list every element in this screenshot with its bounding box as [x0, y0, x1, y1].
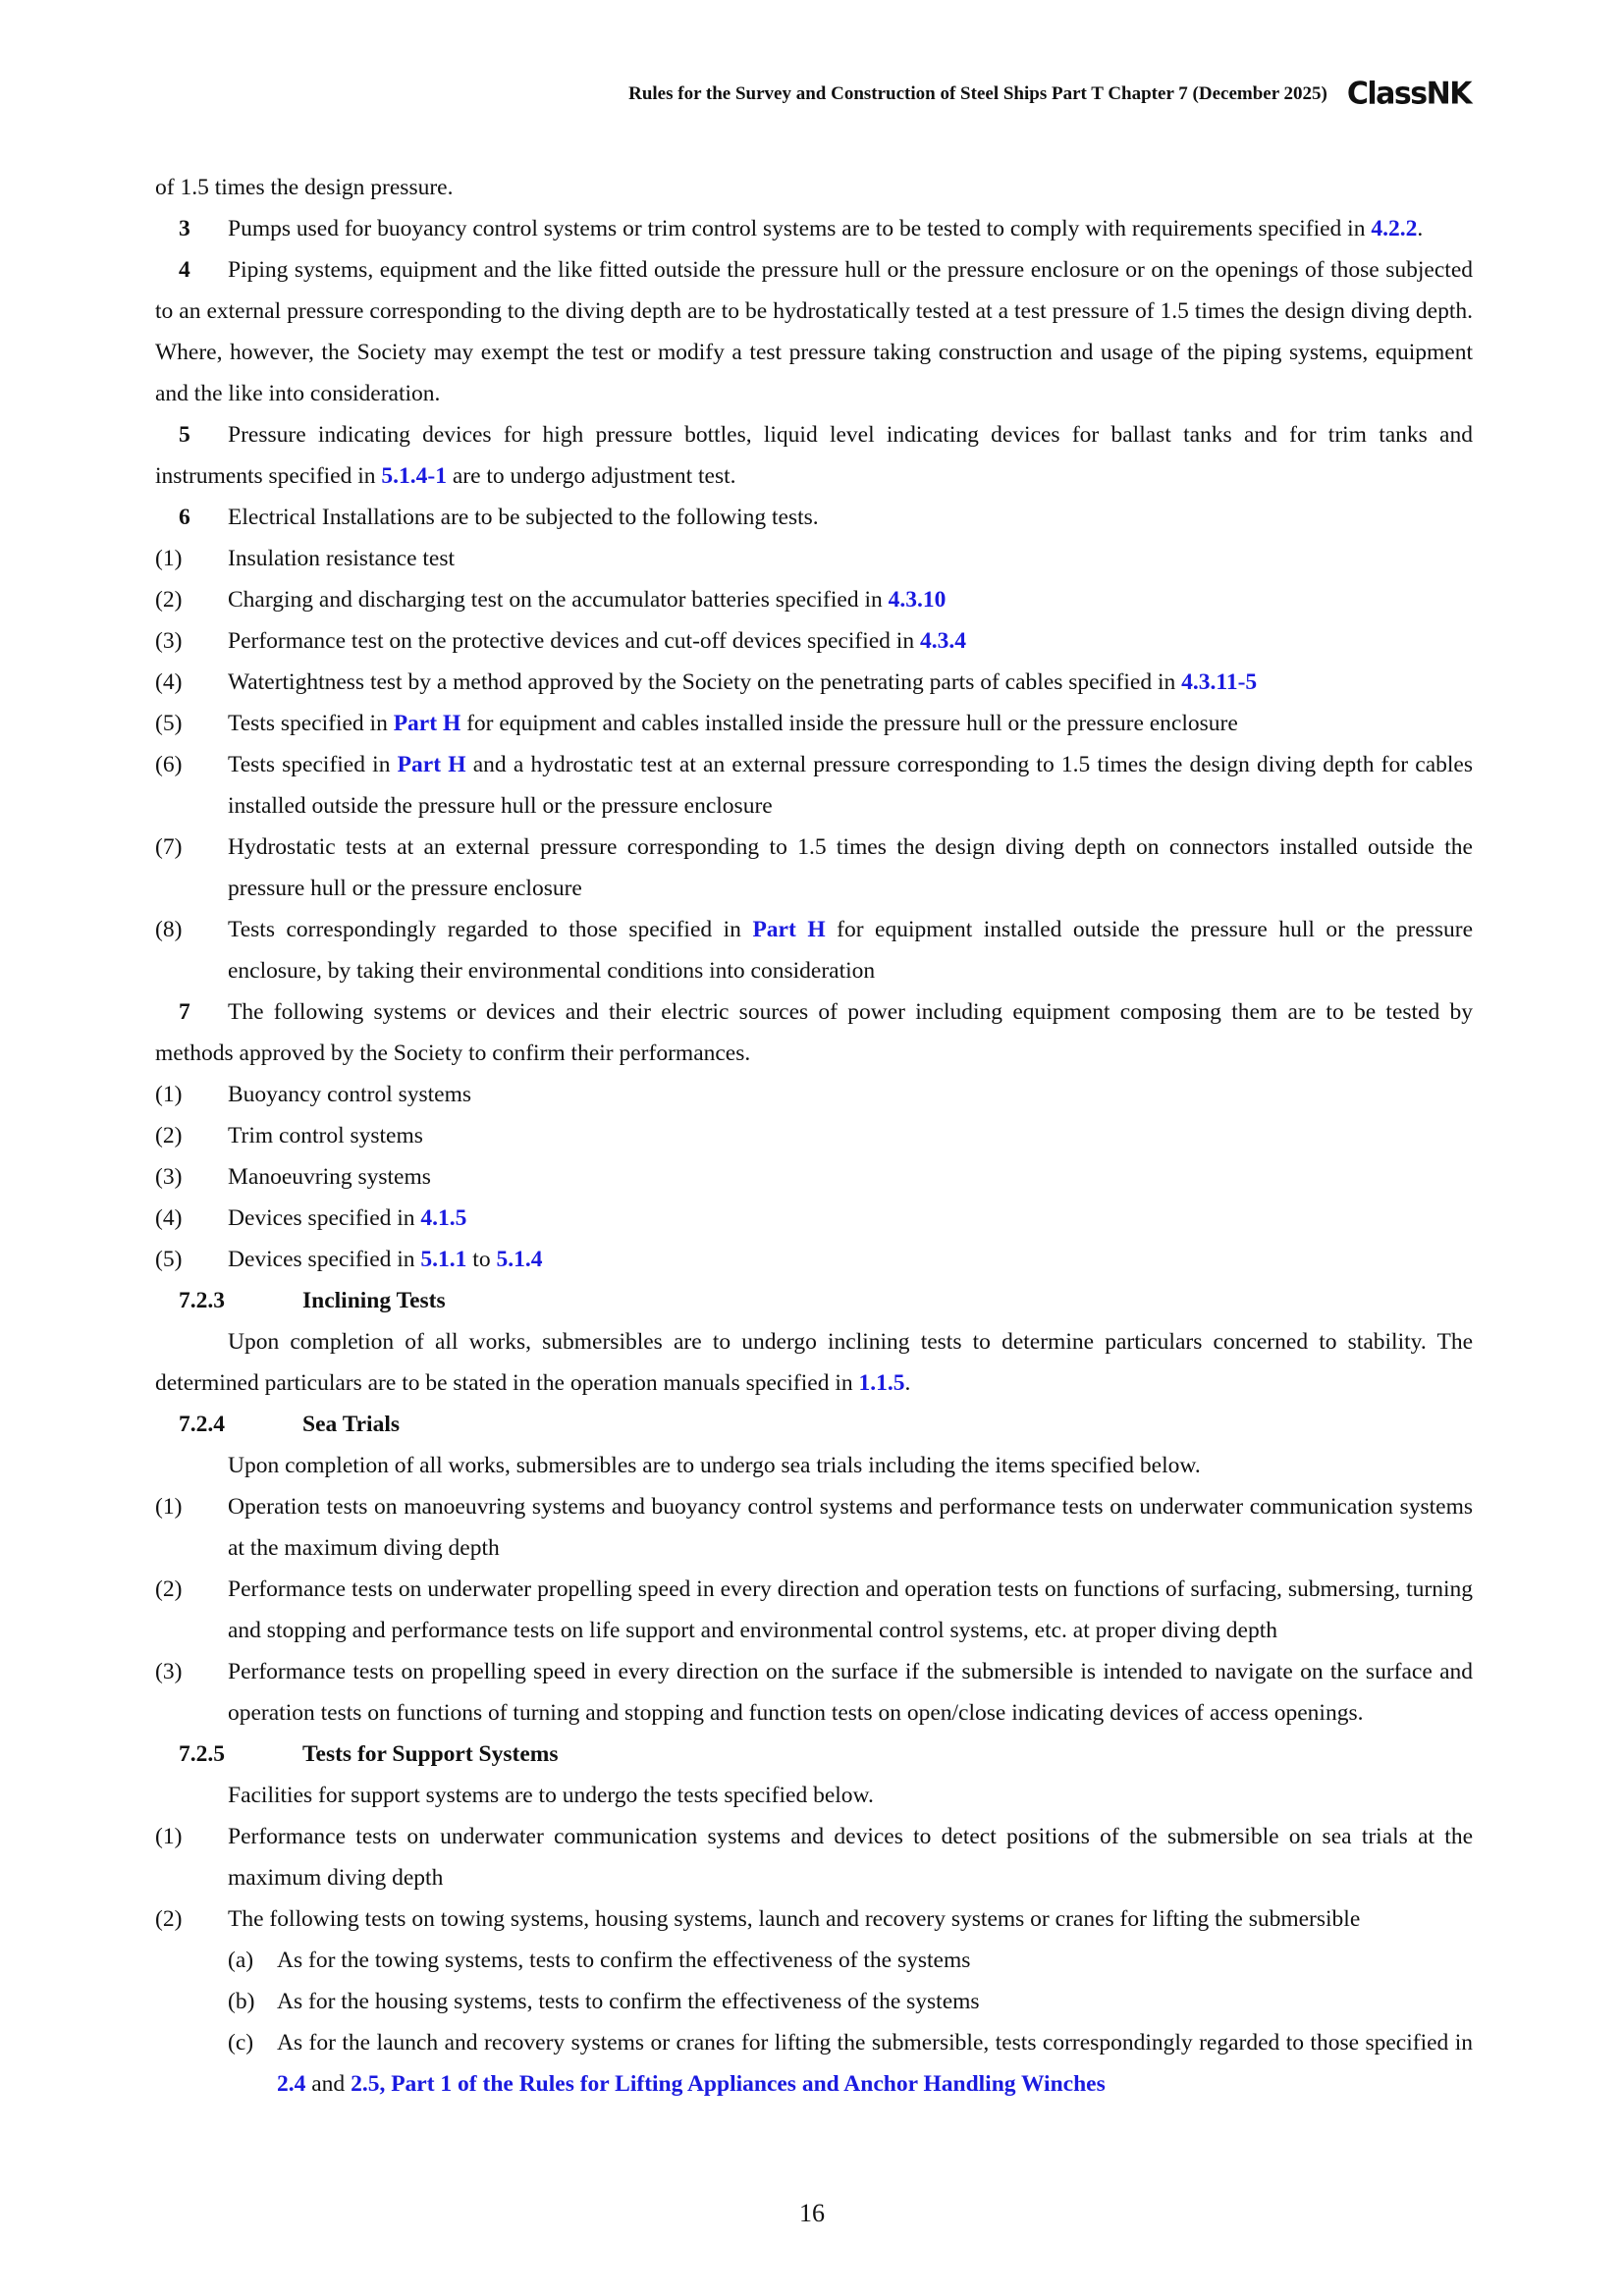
list-marker: (1)	[155, 1494, 183, 1520]
sub-list-marker: (c)	[228, 2030, 254, 2056]
list-marker: (4)	[155, 1205, 183, 1231]
section-text: Facilities for support systems are to undergo the tests specified below.	[228, 1783, 874, 1808]
section-title: Inclining Tests	[302, 1288, 446, 1313]
ref-link-5-1-1[interactable]: 5.1.1	[420, 1247, 467, 1272]
item-mid: to	[466, 1247, 497, 1272]
paragraph-number: 5	[179, 422, 190, 448]
paragraph-5	[155, 414, 1473, 497]
list-item-text: Performance tests on underwater propelling speed in every direction and operation tests on functions of surfacing, submersing, turning and stopping and performance tests on life support and environmental control systems, etc. at proper diving depth	[228, 1576, 1473, 1643]
ref-link-5-1-4[interactable]: 5.1.4	[496, 1247, 543, 1272]
list-item	[155, 1198, 1473, 1239]
list-item	[155, 1074, 1473, 1115]
section-text: Upon completion of all works, submersibles are to undergo sea trials including the items specified below.	[228, 1453, 1201, 1478]
paragraph-number: 7	[179, 999, 190, 1025]
ref-link-4-3-10[interactable]: 4.3.10	[888, 587, 947, 613]
paragraph-tail: .	[1417, 216, 1424, 241]
item-tail: and a hydrostatic test at an external pressure corresponding to 1.5 times the design diving depth for cables installed outside the pressure hull or the pressure enclosure	[228, 752, 1473, 819]
list-marker: (3)	[155, 1659, 183, 1684]
item-text: Charging and discharging test on the accumulator batteries specified in	[228, 587, 889, 613]
paragraph-4	[155, 249, 1473, 414]
item-text: Tests specified in	[228, 711, 394, 736]
item-text: Hydrostatic tests at an external pressure corresponding to 1.5 times the design diving depth on connectors installed outside the pressure hull or the pressure enclosure	[228, 834, 1473, 901]
item-text: Insulation resistance test	[228, 546, 456, 571]
list-item	[155, 1816, 1473, 1898]
list-item-text: Performance tests on propelling speed in every direction on the surface if the submersible is intended to navigate on the surface and operation tests on functions of turning and stopping and function tests on open/close indicating devices of access openings.	[228, 1659, 1473, 1726]
ref-link-4-3-11-5[interactable]: 4.3.11-5	[1181, 669, 1258, 695]
list-marker: (5)	[155, 711, 183, 736]
list-item	[155, 744, 1473, 827]
list-marker: (1)	[155, 1082, 183, 1107]
paragraph-text: Pumps used for buoyancy control systems or trim control systems are to be tested to comply with requirements specified in	[228, 216, 1372, 241]
list-item-text	[228, 703, 1473, 744]
section-heading-7-2-5	[155, 1734, 1473, 1775]
list-marker: (2)	[155, 1123, 183, 1148]
list-marker: (2)	[155, 587, 183, 613]
list-item-text	[228, 827, 1473, 909]
section-text	[155, 1321, 1473, 1404]
list-item-text	[228, 1156, 1473, 1198]
paragraph-text: Pressure indicating devices for high pressure bottles, liquid level indicating devices for ballast tanks and for trim tanks and instruments specified in	[155, 422, 1473, 489]
paragraph-text: The following systems or devices and their electric sources of power including equipment composing them are to be tested by methods approved by the Society to confirm their performances.	[155, 999, 1473, 1066]
list-item	[155, 662, 1473, 703]
list-marker: (3)	[155, 1164, 183, 1190]
list-marker: (2)	[155, 1906, 183, 1932]
item-mid: and	[305, 2071, 352, 2097]
paragraph-tail: are to undergo adjustment test.	[446, 463, 736, 489]
list-item-text	[228, 1239, 1473, 1280]
paragraph-3	[155, 208, 1473, 249]
ref-link-lifting-appliances-rules[interactable]: 2.5, Part 1 of the Rules for Lifting Appliances and Anchor Handling Winches	[351, 2071, 1106, 2097]
item-text: Performance test on the protective devices and cut-off devices specified in	[228, 628, 920, 654]
list-item-text	[228, 909, 1473, 991]
section-heading-7-2-3	[155, 1280, 1473, 1321]
list-marker: (1)	[155, 1824, 183, 1849]
list-item-text	[228, 744, 1473, 827]
classnk-logo: ClassNK	[1346, 76, 1471, 112]
list-marker: (1)	[155, 546, 183, 571]
ref-link-part-h[interactable]: Part H	[393, 711, 461, 736]
page-number: 16	[799, 2199, 825, 2227]
list-item-text	[228, 1074, 1473, 1115]
item-text: Devices specified in	[228, 1205, 421, 1231]
section-number: 7.2.4	[179, 1412, 225, 1437]
list-item	[155, 827, 1473, 909]
sub-list-item	[155, 1940, 1473, 1981]
list-item-text	[228, 579, 1473, 620]
ref-link-4-2-2[interactable]: 4.2.2	[1371, 216, 1418, 241]
ref-link-2-4[interactable]: 2.4	[277, 2071, 306, 2097]
list-item	[155, 579, 1473, 620]
section-heading-7-2-4	[155, 1404, 1473, 1445]
item-text: As for the launch and recovery systems or cranes for lifting the submersible, tests correspondingly regarded to those specified in	[277, 2030, 1473, 2056]
list-item	[155, 1115, 1473, 1156]
list-marker: (3)	[155, 628, 183, 654]
item-text: Watertightness test by a method approved by the Society on the penetrating parts of cables specified in	[228, 669, 1182, 695]
list-item	[155, 1156, 1473, 1198]
list-marker: (4)	[155, 669, 183, 695]
list-item-text: Performance tests on underwater communication systems and devices to detect positions of the submersible on sea trials at the maximum diving depth	[228, 1824, 1473, 1891]
sub-list-item-text: As for the housing systems, tests to confirm the effectiveness of the systems	[277, 1989, 980, 2014]
item-text: Manoeuvring systems	[228, 1164, 431, 1190]
paragraph-number: 6	[179, 505, 190, 530]
ref-link-1-1-5[interactable]: 1.1.5	[858, 1370, 905, 1396]
section-title: Tests for Support Systems	[302, 1741, 559, 1767]
list-marker: (7)	[155, 834, 183, 860]
paragraph-continuation: of 1.5 times the design pressure.	[155, 175, 454, 200]
sub-list-marker: (b)	[228, 1989, 255, 2014]
sub-list-item-text: As for the towing systems, tests to confirm the effectiveness of the systems	[277, 1948, 971, 1973]
list-item	[155, 620, 1473, 662]
list-item-text	[228, 1115, 1473, 1156]
list-marker: (8)	[155, 917, 183, 942]
list-item-text	[228, 662, 1473, 703]
sub-list-marker: (a)	[228, 1948, 254, 1973]
list-marker: (5)	[155, 1247, 183, 1272]
item-text: Devices specified in	[228, 1247, 421, 1272]
ref-link-part-h[interactable]: Part H	[752, 917, 826, 942]
sub-list-item-text	[277, 2022, 1473, 2105]
sub-list-item	[155, 1981, 1473, 2022]
list-item	[155, 1486, 1473, 1569]
paragraph-6	[155, 497, 1473, 538]
list-item	[155, 1239, 1473, 1280]
ref-link-4-3-4[interactable]: 4.3.4	[919, 628, 966, 654]
paragraph-text: Electrical Installations are to be subjected to the following tests.	[228, 505, 819, 530]
paragraph-text: Upon completion of all works, submersibles are to undergo inclining tests to determine particulars concerned to stability. The determined particulars are to be stated in the operation manuals specified in	[155, 1329, 1473, 1396]
item-text: Buoyancy control systems	[228, 1082, 472, 1107]
header-title: Rules for the Survey and Construction of Steel Ships Part T Chapter 7 (December 2025)	[628, 82, 1327, 104]
sub-list-item	[155, 2022, 1473, 2105]
ref-link-4-1-5[interactable]: 4.1.5	[420, 1205, 467, 1231]
paragraph-7	[155, 991, 1473, 1074]
list-item	[155, 538, 1473, 579]
list-item-text	[228, 1198, 1473, 1239]
paragraph-text: Piping systems, equipment and the like fitted outside the pressure hull or the pressure enclosure or on the openings of those subjected to an external pressure corresponding to the diving depth are to be hydrostatically tested at a test pressure of 1.5 times the design diving depth. Where, however, the Society may exempt the test or modify a test pressure taking construction and usage of the piping systems, equipment and the like into consideration.	[155, 257, 1473, 406]
document-body	[155, 167, 1473, 2105]
ref-link-5-1-4-1[interactable]: 5.1.4-1	[381, 463, 447, 489]
item-text: Trim control systems	[228, 1123, 423, 1148]
section-title: Sea Trials	[302, 1412, 401, 1437]
list-marker: (6)	[155, 752, 183, 777]
list-item-text	[228, 538, 1473, 579]
item-tail: for equipment installed outside the pressure hull or the pressure enclosure, by taking their environmental conditions into consideration	[228, 917, 1474, 984]
item-text: Tests specified in	[228, 752, 398, 777]
ref-link-part-h[interactable]: Part H	[397, 752, 466, 777]
section-number: 7.2.5	[179, 1741, 225, 1767]
page-header	[628, 77, 1471, 111]
list-marker: (2)	[155, 1576, 183, 1602]
section-number: 7.2.3	[179, 1288, 225, 1313]
item-text: Tests correspondingly regarded to those specified in	[228, 917, 753, 942]
list-item	[155, 1898, 1473, 1940]
list-item-text: Operation tests on manoeuvring systems and buoyancy control systems and performance tests on underwater communication systems at the maximum diving depth	[228, 1494, 1473, 1561]
item-tail: for equipment and cables installed inside the pressure hull or the pressure enclosure	[460, 711, 1238, 736]
paragraph-number: 3	[179, 216, 190, 241]
list-item	[155, 909, 1473, 991]
list-item-text: The following tests on towing systems, housing systems, launch and recovery systems or cranes for lifting the submersible	[228, 1906, 1361, 1932]
list-item	[155, 1569, 1473, 1651]
list-item	[155, 703, 1473, 744]
list-item-text	[228, 620, 1473, 662]
paragraph-number: 4	[179, 257, 190, 283]
list-item	[155, 1651, 1473, 1734]
paragraph-tail: .	[904, 1370, 911, 1396]
